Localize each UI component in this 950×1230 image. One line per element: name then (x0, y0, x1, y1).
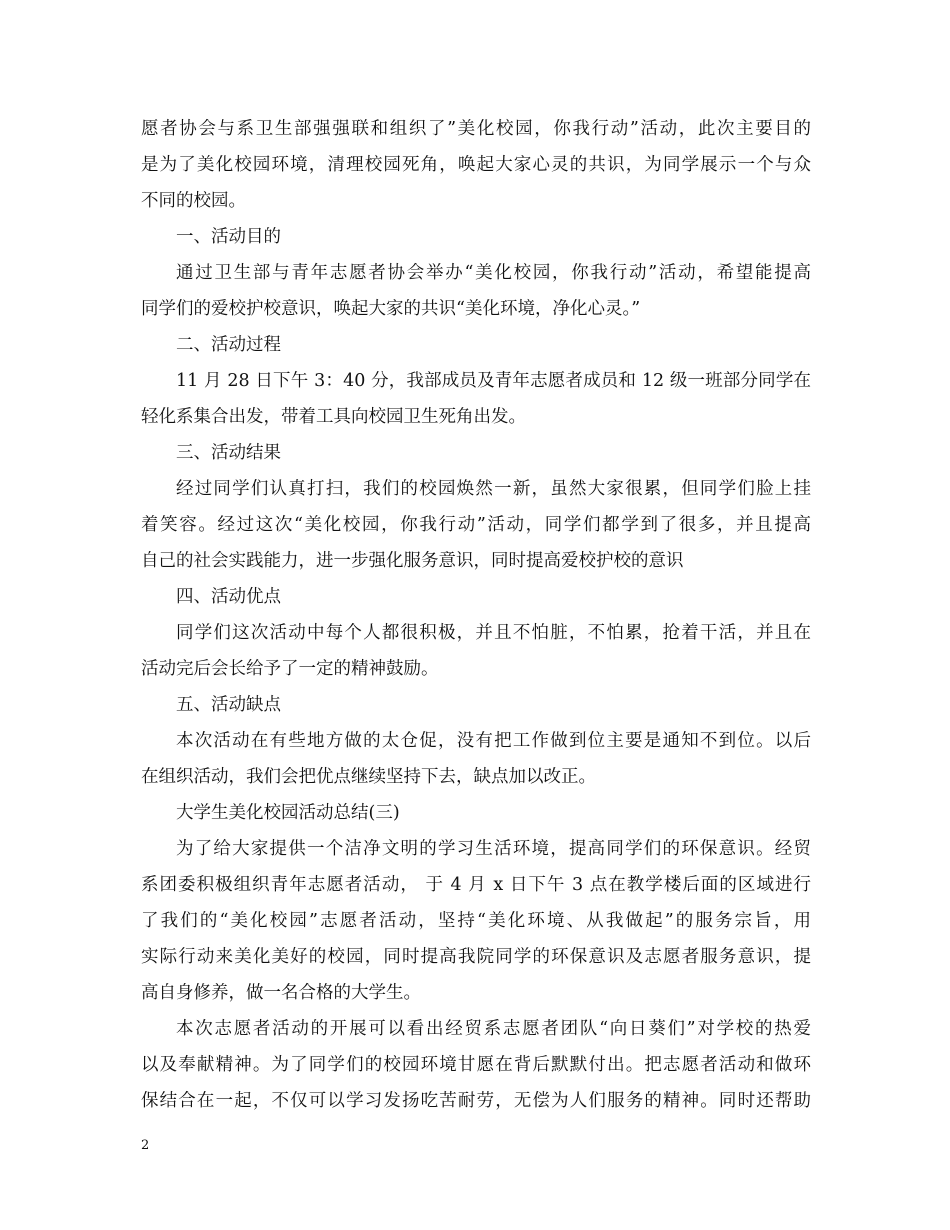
text-line: 愿者协会与系卫生部强强联和组织了”美化校园，你我行动”活动，此次主要目的 (141, 119, 811, 139)
text-line: 轻化系集合出发，带着工具向校园卫生死角出发。 (141, 407, 526, 427)
text-line: 以及奉献精神。为了同学们的校园环境甘愿在背后默默付出。把志愿者活动和做环 (141, 1055, 811, 1075)
text-line: 不同的校园。 (141, 191, 246, 211)
text-line: 高自身修养，做一名合格的大学生。 (141, 983, 421, 1003)
text-line: 保结合在一起，不仅可以学习发扬吃苦耐劳，无偿为人们服务的精神。同时还帮助 (141, 1091, 811, 1111)
text-line: 着笑容。经过这次“美化校园，你我行动”活动，同学们都学到了很多，并且提高 (141, 515, 811, 535)
text-line: 经过同学们认真打扫，我们的校园焕然一新，虽然大家很累，但同学们脸上挂 (176, 479, 811, 499)
text-line: 活动完后会长给予了一定的精神鼓励。 (141, 659, 439, 679)
text-line: 一、活动目的 (176, 227, 281, 247)
document-body (141, 111, 811, 1119)
text-line: 二、活动过程 (176, 335, 281, 355)
text-line: 大学生美化校园活动总结(三) (176, 803, 400, 823)
text-line: 为了给大家提供一个洁净文明的学习生活环境，提高同学们的环保意识。经贸 (176, 839, 811, 859)
text-line: 本次活动在有些地方做的太仓促，没有把工作做到位主要是通知不到位。以后 (176, 731, 811, 751)
text-line: 11 月 28 日下午 3：40 分，我部成员及青年志愿者成员和 12 级一班部分同学在 (176, 371, 811, 391)
text-line: 系团委积极组织青年志愿者活动， 于 4 月 x 日下午 3 点在教学楼后面的区域进行 (141, 875, 811, 895)
page-number: 2 (141, 1138, 150, 1153)
text-line: 在组织活动，我们会把优点继续坚持下去，缺点加以改正。 (141, 767, 596, 787)
text-line: 是为了美化校园环境，清理校园死角，唤起大家心灵的共识，为同学展示一个与众 (141, 155, 811, 175)
text-line: 本次志愿者活动的开展可以看出经贸系志愿者团队“向日葵们”对学校的热爱 (176, 1019, 811, 1039)
text-line: 同学们的爱校护校意识，唤起大家的共识“美化环境，净化心灵。” (141, 299, 641, 319)
text-line: 自己的社会实践能力，进一步强化服务意识，同时提高爱校护校的意识 (141, 551, 684, 571)
text-line: 五、活动缺点 (176, 695, 281, 715)
text-line: 实际行动来美化美好的校园，同时提高我院同学的环保意识及志愿者服务意识，提 (141, 947, 811, 967)
text-line: 通过卫生部与青年志愿者协会举办“美化校园，你我行动”活动，希望能提高 (176, 263, 811, 283)
text-line: 四、活动优点 (176, 587, 281, 607)
text-line: 了我们的“美化校园”志愿者活动，坚持“美化环境、从我做起”的服务宗旨，用 (141, 911, 811, 931)
text-line: 同学们这次活动中每个人都很积极，并且不怕脏，不怕累，抢着干活，并且在 (176, 623, 811, 643)
text-line: 三、活动结果 (176, 443, 281, 463)
